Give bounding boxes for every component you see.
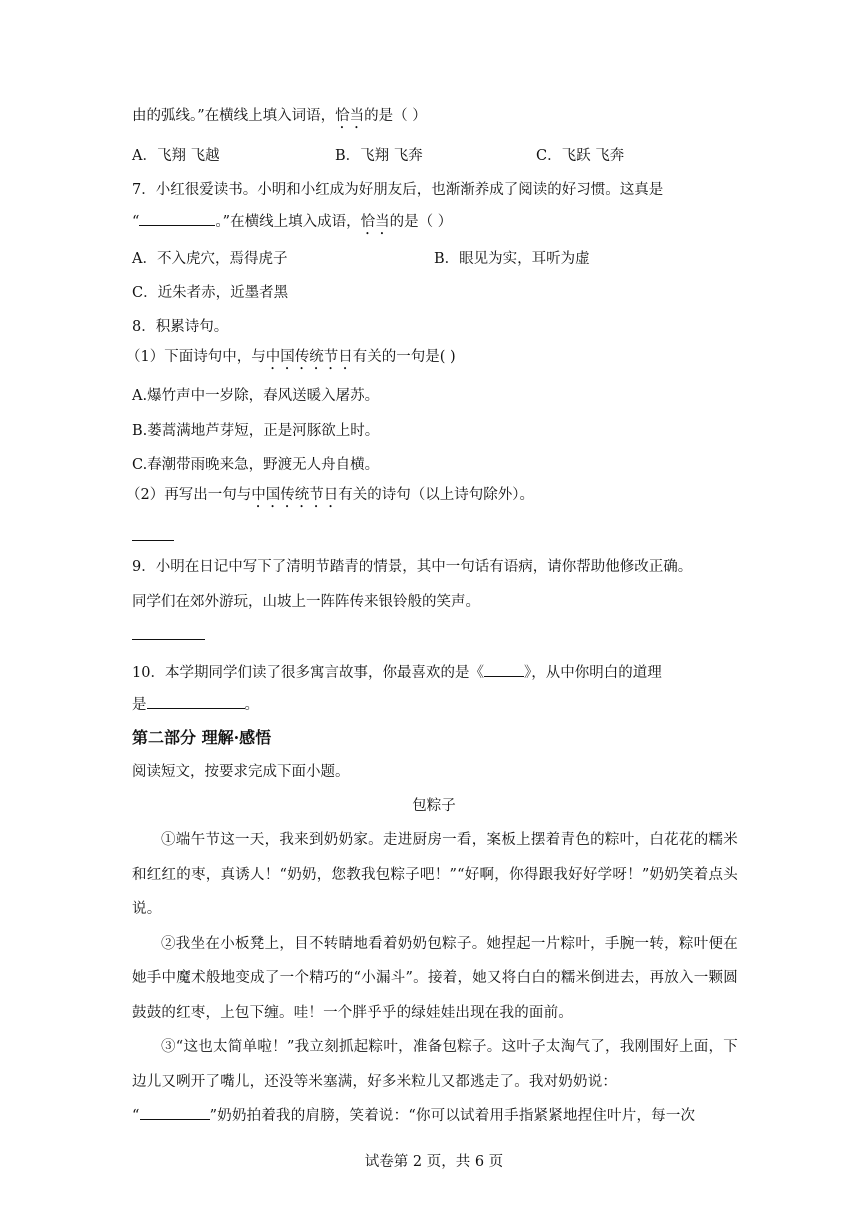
q10-stem-line-2 (132, 694, 259, 715)
q8-sub1-emphasis: 中国传统节日 (265, 349, 353, 365)
q7-emphasis-word: 恰当 (360, 214, 390, 230)
passage-paragraph-3: ③“这也太简单啦！”我立刻抓起粽叶，准备包粽子。这叶子太淘气了，我刚围好上面，下边儿又咧开了嘴儿，还没等米塞满，好多米粒儿又都逃走了。我对奶奶说： (132, 1039, 738, 1090)
q9-stem: 9．小明在日记中写下了清明节踏青的情景，其中一句话有语病，请你帮助他修改正确。 (132, 559, 693, 575)
q8-sub2-emphasis: 中国传统节日 (251, 487, 339, 503)
q10-line2-end: 。 (244, 697, 259, 713)
q6-stem-line (132, 106, 427, 132)
p3-continued-text: ”奶奶拍着我的肩膀，笑着说：“你可以试着用手指紧紧地捏住叶片，每一次 (209, 1108, 696, 1124)
q7-stem-line-1: 7．小红很爱读书。小明和小红成为好朋友后，也渐渐养成了阅读的好习惯。这真是 (132, 182, 664, 198)
q8-sub2-text-end: 有关的诗句（以上诗句除外）。 (338, 487, 534, 503)
q8-sub2-line (126, 485, 534, 511)
q6-answer-paren: 的是（ ） (364, 108, 427, 124)
q10-line2-text: 是 (132, 697, 147, 713)
part2-heading: 第二部分 理解·感悟 (132, 728, 272, 747)
q8-option-b[interactable]: B.蒌蒿满地芦芽短，正是河豚欲上时。 (132, 423, 380, 439)
passage-title: 包粽子 (412, 798, 456, 814)
passage-paragraph-1: ①端午节这一天，我来到奶奶家。走进厨房一看，案板上摆着青色的粽叶，白花花的糯米和红红的枣，真诱人！“奶奶，您教我包粽子吧！”“好啊，你得跟我好好学呀！”奶奶笑着点头说。 (132, 832, 738, 917)
q10-stem-text: 10．本学期同学们读了很多寓言故事，你最喜欢的是《 (132, 665, 484, 681)
page-footer: 试卷第 2 页，共 6 页 (364, 1154, 504, 1170)
q9-sentence: 同学们在郊外游玩，山坡上一阵阵传来银铃般的笑声。 (132, 594, 480, 610)
q6-stem-text: 由的弧线。”在横线上填入词语， (132, 108, 336, 124)
q8-sub1-line (126, 347, 456, 373)
q6-emphasis-word: 恰当 (335, 108, 365, 124)
q8-sub2-text: （2）再写出一句与 (126, 487, 252, 503)
q7-open-quote: “ (132, 214, 140, 230)
q8-sub1-answer-paren: 有关的一句是( ) (352, 349, 456, 365)
q8-stem: 8．积累诗句。 (132, 319, 229, 335)
q8-option-c[interactable]: C.春潮带雨晚来急，野渡无人舟自横。 (132, 457, 380, 473)
q10-stem-text-end: 》，从中你明白的道理 (523, 665, 662, 681)
q7-option-b[interactable]: B．眼见为实，耳听为虚 (434, 251, 590, 267)
q7-answer-blank[interactable] (139, 211, 215, 226)
q10-stem-line-1 (132, 662, 662, 683)
q9-answer-line[interactable] (132, 639, 205, 640)
passage-body (132, 823, 738, 1134)
q7-option-a[interactable]: A．不入虎穴，焉得虎子 (132, 251, 288, 267)
q6-option-a[interactable]: A．飞翔 飞越 (132, 148, 220, 164)
q10-lesson-blank[interactable] (147, 694, 245, 709)
q6-option-b[interactable]: B．飞翔 飞奔 (335, 148, 423, 164)
part2-instruction: 阅读短文，按要求完成下面小题。 (132, 764, 350, 780)
q7-stem-text: 。”在横线上填入成语， (215, 214, 361, 230)
p3-open-quote: “ (132, 1108, 140, 1124)
q8-answer-line[interactable] (132, 540, 174, 541)
q7-answer-paren: 的是（ ） (389, 214, 453, 230)
q7-stem-line-2 (132, 211, 452, 238)
passage-paragraph-2: ②我坐在小板凳上，目不转睛地看着奶奶包粽子。她捏起一片粽叶，手腕一转，粽叶便在她手中魔术般地变成了一个精巧的“小漏斗”。接着，她又将白白的糯米倒进去，再放入一颗圆鼓鼓的红枣，上包下缠。哇！一个胖乎乎的绿娃娃出现在我的面前。 (132, 935, 738, 1021)
q8-sub1-text: （1）下面诗句中，与 (126, 349, 266, 365)
passage-answer-blank[interactable] (140, 1105, 210, 1120)
q10-title-blank[interactable] (484, 662, 524, 677)
q6-option-c[interactable]: C．飞跃 飞奔 (536, 148, 625, 164)
passage-paragraph-3-continued (132, 1099, 738, 1134)
q7-option-c[interactable]: C．近朱者赤，近墨者黑 (132, 285, 289, 301)
q8-option-a[interactable]: A.爆竹声中一岁除，春风送暖入屠苏。 (132, 388, 380, 404)
